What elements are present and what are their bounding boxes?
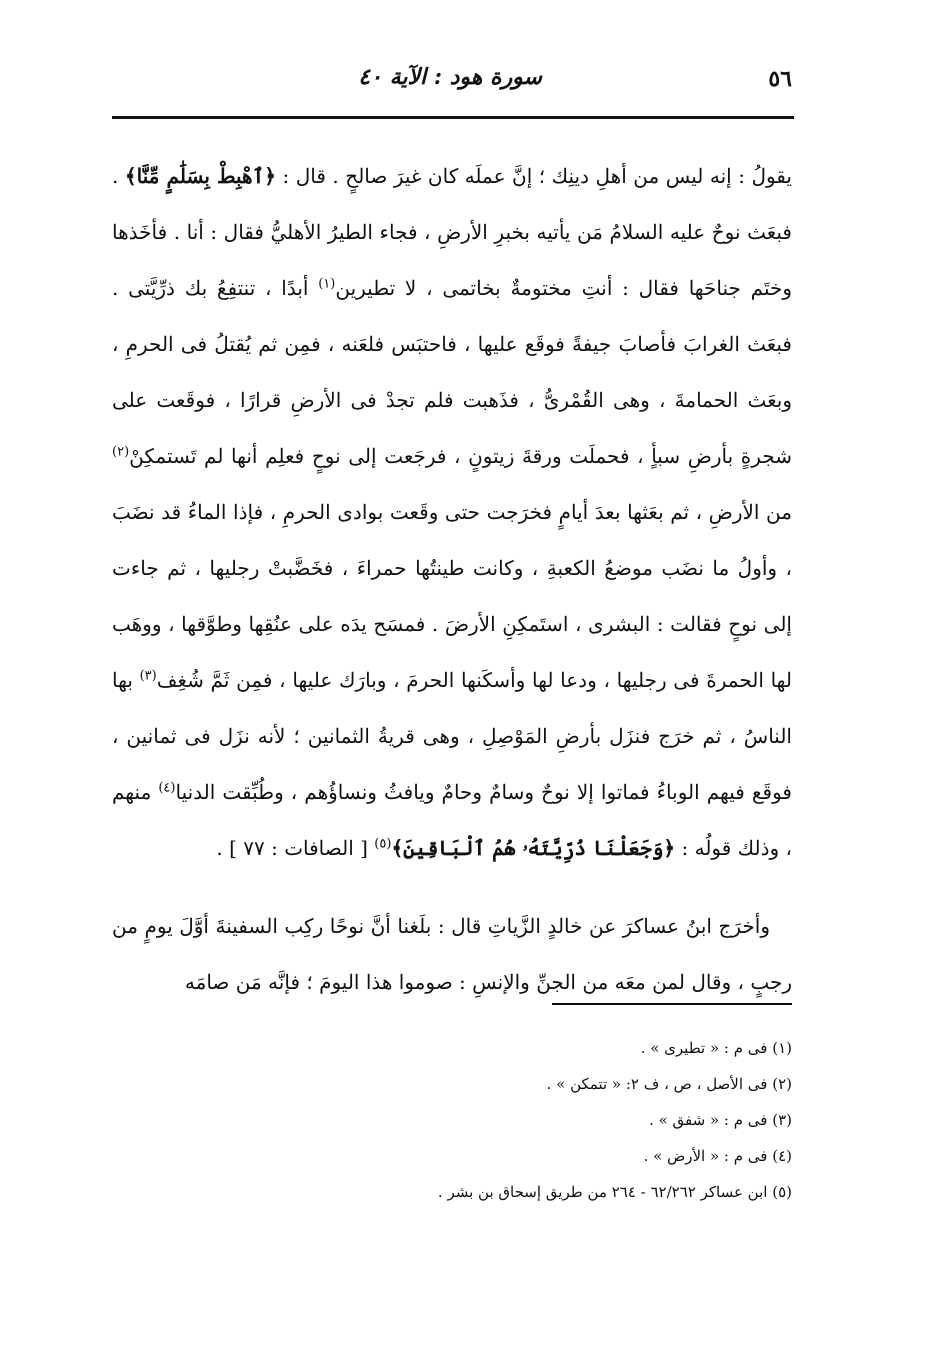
main-text	[112, 148, 792, 1010]
footnote-4: (٤) فى م : « الأرض » .	[643, 1147, 792, 1165]
page-number: ٥٦	[768, 66, 792, 92]
running-title: سورة هود : الآية ٤٠	[358, 64, 542, 90]
footnote-ref-5[interactable]: (٥)	[374, 836, 392, 852]
text-segment: بها الناسُ ، ثم خرَج فنزَل بأرضِ المَوْصِلِ ، وهى قريةُ الثمانين ؛ لأنه نزَل فى ثمانين ، فوقَع فيهم الوباءُ فماتوا إلا نوحٌ وسامٌ وحامٌ ويافثُ ونساؤُهم ، وطُبِّقت الدنيا	[112, 668, 792, 804]
paragraph-2: وأخرَج ابنُ عساكرَ عن خالدٍ الزَّياتِ قال : بلَغنا أنَّ نوحًا ركِب السفينةَ أوَّلَ يومٍ من رجبٍ ، وقال لمن معَه من الجنِّ والإنسِ : صوموا هذا اليومَ ؛ فإنَّه مَن صامَه	[112, 914, 792, 994]
header-divider	[112, 116, 794, 119]
quran-verse: ﴿ٱهْبِطْ بِسَلَٰمٍ مِّنَّا﴾	[124, 164, 276, 188]
footnote-ref-1[interactable]: (١)	[318, 276, 336, 292]
quran-verse: ﴿وَجَعَلْنَا ذُرِّيَّتَهُۥ هُمُ ٱلْبَاقِينَ﴾	[391, 836, 676, 860]
text-segment: . فبعَث نوحٌ عليه السلامُ مَن يأتيه بخبرِ الأرضِ ، فجاء الطيرُ الأهليُّ فقال : أنا . فأخَذها وختَم جناحَها فقال : أنتِ مختومةٌ بخاتمى ، لا تطيرين	[112, 164, 792, 300]
footnote-2: (٢) فى الأصل ، ص ، ف ٢: « تتمكن » .	[546, 1075, 792, 1093]
text-segment: منهم ، وذلك قولُه :	[112, 780, 792, 860]
footnote-1: (١) فى م : « تطيرى » .	[640, 1039, 792, 1057]
footnote-ref-3[interactable]: (٣)	[139, 668, 157, 684]
text-segment: من الأرضِ ، ثم بعَثها بعدَ أيامٍ فخرَجت حتى وقَعت بوادى الحرمِ ، فإذا الماءُ قد نضَبَ ، وأولُ ما نضَب موضعُ الكعبةِ ، وكانت طينتُها حمراءَ ، فخَضَّبتْ رجليها ، ثم جاءت إلى نوحٍ فقالت : البشرى ، استَمكِنِ الأرضَ . فمسَح يدَه على عنُقِها وطوَّقها ، ووهَب لها الحمرةَ فى رجليها ، ودعا لها وأسكَنها الحرمَ ، وبارَك عليها ، فمِن ثَمَّ شُغِف	[112, 500, 792, 692]
footnote-ref-4[interactable]: (٤)	[158, 780, 176, 796]
text-segment: أبدًا ، تنتفِعُ بك ذرِّيَّتى . فبعَث الغرابَ فأصابَ جيفةً فوقَع عليها ، فاحتبَس فلعَنه ، فمِن ثم يُقتلُ فى الحرمِ ، وبعَث الحمامةَ ، وهى القُمْرىُّ ، فذَهبت فلم تجدْ فى الأرضِ قرارًا ، فوقَعت على شجرةٍ بأرضِ سبأٍ ، فحملَت ورقةَ زيتونٍ ، فرجَعت إلى نوحٍ فعلِم أنها لم تَستمكِنْ	[112, 276, 792, 468]
footnote-5: (٥) ابن عساكر ٦٢/٢٦٢ - ٢٦٤ من طريق إسحاق بن بشر .	[437, 1183, 792, 1201]
footnote-ref-2[interactable]: (٢)	[112, 444, 130, 460]
footnotes	[112, 1030, 792, 1210]
verse-citation: [ الصافات : ٧٧ ] .	[216, 836, 375, 860]
footnote-divider	[552, 1003, 792, 1005]
page-header	[112, 64, 792, 112]
paragraph-1	[112, 148, 792, 876]
footnote-3: (٣) فى م : « شفق » .	[649, 1111, 792, 1129]
text-segment: يقولُ : إنه ليس من أهلِ دينِك ؛ إنَّ عملَه كان غيرَ صالحٍ . قال :	[276, 164, 792, 188]
